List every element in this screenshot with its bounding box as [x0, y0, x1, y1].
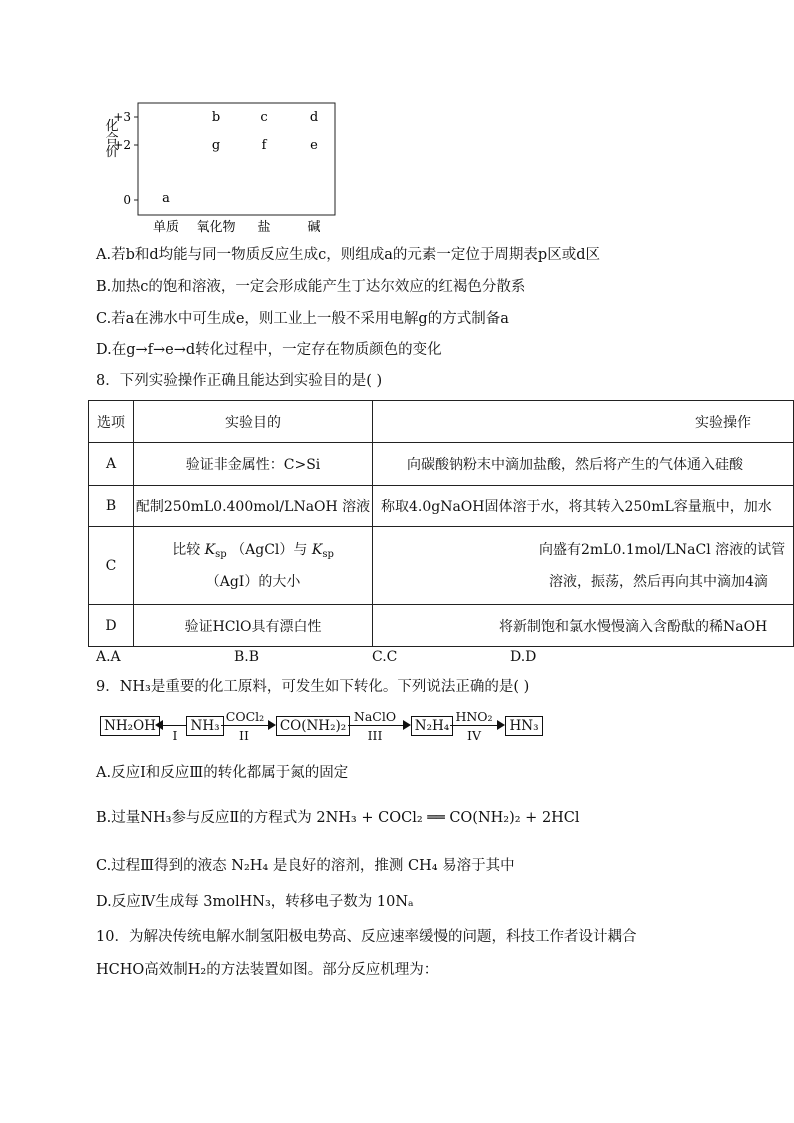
row-operation: 向碳酸钠粉末中滴加盐酸，然后将产生的气体通入硅酸	[406, 457, 743, 473]
q9-option-c: C.过程Ⅲ得到的液态 N₂H₄ 是良好的溶剂，推测 CH₄ 易溶于其中	[96, 858, 515, 874]
table-header-row	[89, 401, 794, 443]
row-purpose: 配制250mL0.400mol/LNaOH 溶液	[134, 486, 373, 527]
node-urea: CO(NH₂)₂	[276, 716, 350, 736]
header-purpose: 实验目的	[134, 401, 373, 443]
row-operation: 称取4.0gNaOH固体溶于水，将其转入250mL容量瓶中，加水	[380, 499, 772, 515]
arrowhead-icon	[155, 720, 163, 730]
q8-choice-d: D.D	[510, 649, 537, 665]
arrow-iii	[348, 725, 406, 726]
node-hn3: HN₃	[505, 716, 543, 736]
table-row	[89, 486, 794, 527]
arrow-iv	[450, 725, 500, 726]
y-axis-label: 化合价	[102, 118, 118, 158]
q9-stem: 9．NH₃是重要的化工原料，可发生如下转化。下列说法正确的是( )	[96, 679, 530, 695]
reagent-hno2: HNO₂	[455, 709, 493, 724]
q7-option-b: B.加热c的饱和溶液，一定会形成能产生丁达尔效应的红褐色分散系	[96, 279, 526, 295]
row-purpose: 验证HClO具有漂白性	[134, 605, 373, 647]
experiment-table	[88, 400, 794, 647]
table-row	[89, 443, 794, 486]
y-tick-label: +3	[113, 110, 131, 124]
x-tick-label: 盐	[257, 220, 271, 235]
row-purpose: 验证非金属性：C>Si	[134, 443, 373, 486]
q8-choice-c: C.C	[372, 649, 398, 665]
x-tick-label: 碱	[307, 220, 321, 235]
row-operation: 将新制饱和氯水慢慢滴入含酚酞的稀NaOH	[498, 618, 768, 635]
x-tick-label: 氧化物	[196, 220, 236, 235]
valence-chart	[98, 98, 348, 238]
row-option: B	[89, 486, 134, 527]
point-label-e: e	[310, 138, 318, 153]
row-option: A	[89, 443, 134, 486]
y-tick-label: +2	[113, 138, 131, 152]
step-ii-label: II	[239, 728, 249, 743]
q7-option-d: D.在g→f→e→d转化过程中，一定存在物质颜色的变化	[96, 342, 442, 358]
q7-option-c: C.若a在沸水中可生成e，则工业上一般不采用电解g的方式制备a	[96, 311, 509, 327]
y-tick-label: 0	[123, 193, 131, 207]
arrowhead-icon	[403, 720, 411, 730]
point-label-c: c	[260, 110, 268, 125]
header-option: 选项	[89, 401, 134, 443]
q9-option-b: B.过量NH₃参与反应Ⅱ的方程式为 2NH₃ + COCl₂ ══ CO(NH₂)₂ + 2HCl	[96, 810, 580, 826]
row-operation: 向盛有2mL0.1mol/LNaCl 溶液的试管	[538, 541, 786, 558]
step-iii-label: III	[367, 728, 383, 743]
q8-stem: 8．下列实验操作正确且能达到实验目的是( )	[96, 373, 383, 389]
point-label-a: a	[162, 191, 170, 206]
header-operation: 实验操作	[694, 414, 751, 431]
q8-choice-b: B.B	[234, 649, 260, 665]
row-option: D	[89, 605, 134, 647]
table-row	[89, 527, 794, 605]
node-nh2oh: NH₂OH	[100, 716, 160, 736]
q7-option-a: A.若b和d均能与同一物质反应生成c，则组成a的元素一定位于周期表p区或d区	[96, 247, 600, 263]
point-label-d: d	[309, 110, 319, 125]
point-label-b: b	[211, 110, 221, 125]
row-operation: 溶液，振荡，然后再向其中滴加4滴	[548, 573, 768, 590]
node-n2h4: N₂H₄	[411, 716, 453, 736]
row-purpose: 比较 $K_{sp}$ （AgCl）与 $K_{sp}$ （AgI）的大小	[134, 527, 373, 605]
reagent-naclo: NaClO	[353, 709, 397, 724]
arrow-ii	[221, 725, 271, 726]
q10-line-2: HCHO高效制H₂的方法装置如图。部分反应机理为：	[96, 962, 439, 978]
step-i-label: I	[172, 728, 178, 743]
point-label-f: f	[261, 138, 267, 153]
q9-option-a: A.反应Ⅰ和反应Ⅲ的转化都属于氮的固定	[96, 765, 349, 781]
row-option: C	[89, 527, 134, 605]
x-tick-label: 单质	[152, 220, 180, 235]
q10-line-1: 10．为解决传统电解水制氢阳极电势高、反应速率缓慢的问题，科技工作者设计耦合	[96, 929, 637, 945]
q8-choice-a: A.A	[96, 649, 121, 665]
step-iv-label: IV	[467, 728, 481, 743]
reagent-cocl2: COCl₂	[225, 709, 265, 724]
point-label-g: g	[211, 138, 221, 153]
node-nh3: NH₃	[186, 716, 224, 736]
table-row	[89, 605, 794, 647]
q9-option-d: D.反应Ⅳ生成每 3molHN₃，转移电子数为 10Nₐ	[96, 894, 414, 910]
